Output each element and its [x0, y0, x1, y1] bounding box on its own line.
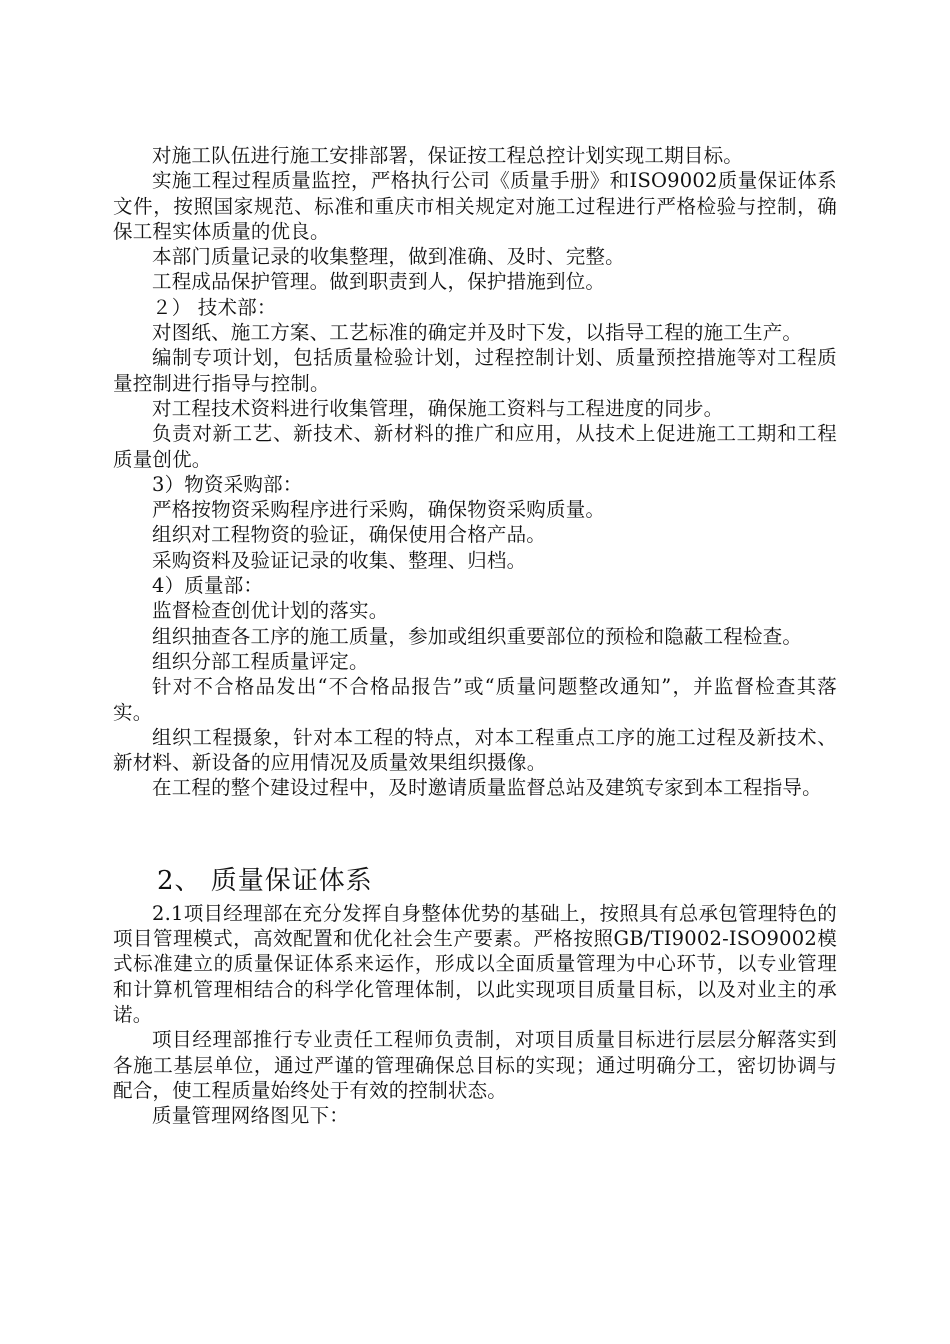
paragraph: 对工程技术资料进行收集管理，确保施工资料与工程进度的同步。	[152, 396, 724, 420]
subsection-label: ２） 技术部：	[152, 295, 277, 319]
paragraph: 对施工队伍进行施工安排部署，保证按工程总控计划实现工期目标。	[152, 144, 744, 167]
paragraph: 组织抽查各工序的施工质量，参加或组织重要部位的预检和隐蔽工程检查。	[152, 624, 803, 648]
section-heading: 2、 质量保证体系	[157, 865, 373, 896]
paragraph: 严格按物资采购程序进行采购，确保物资采购质量。	[152, 498, 606, 522]
paragraph: 监督检查创优计划的落实。	[152, 599, 389, 623]
paragraph: 组织分部工程质量评定。	[152, 649, 369, 673]
spacer	[113, 801, 837, 865]
paragraph: 组织工程摄象，针对本工程的特点，对本工程重点工序的施工过程及新技术、新材料、新设备的应用情况及质量效果组织摄像。	[113, 725, 837, 775]
paragraph: 质量管理网络图见下：	[152, 1104, 350, 1128]
subsection-label: 3）物资采购部：	[152, 472, 303, 496]
subsection-label: 4）质量部：	[152, 574, 264, 598]
paragraph: 实施工程过程质量监控，严格执行公司《质量手册》和ISO9002质量保证体系文件，按照国家规范、标准和重庆市相关规定对施工过程进行严格检验与控制，确保工程实体质量的优良。	[113, 169, 837, 243]
paragraph: 在工程的整个建设过程中，及时邀请质量监督总站及建筑专家到本工程指导。	[152, 776, 822, 800]
paragraph: 采购资料及验证记录的收集、整理、归档。	[152, 548, 527, 572]
paragraph: 编制专项计划，包括质量检验计划，过程控制计划、质量预控措施等对工程质量控制进行指导与控制。	[113, 346, 837, 395]
paragraph: 对图纸、施工方案、工艺标准的确定并及时下发，以指导工程的施工生产。	[152, 321, 803, 345]
document-body	[113, 143, 837, 1128]
paragraph: 针对不合格品发出“不合格品报告”或“质量问题整改通知”，并监督检查其落实。	[113, 675, 837, 724]
paragraph: 工程成品保护管理。做到职责到人，保护措施到位。	[152, 270, 606, 294]
paragraph: 2.1项目经理部在充分发挥自身整体优势的基础上，按照具有总承包管理特色的项目管理模式，高效配置和优化社会生产要素。严格按照GB/TI9002-ISO9002模式标准建立的质量保证体系来运作，形成以全面质量管理为中心环节，以专业管理和计算机管理相结合的科学化管理体制，以此实现项目质量目标，以及对业主的承诺。	[113, 901, 837, 1026]
paragraph: 负责对新工艺、新技术、新材料的推广和应用，从技术上促进施工工期和工程质量创优。	[113, 422, 837, 471]
paragraph: 项目经理部推行专业责任工程师负责制，对项目质量目标进行层层分解落实到各施工基层单位，通过严谨的管理确保总目标的实现；通过明确分工，密切协调与配合，使工程质量始终处于有效的控制状态。	[113, 1028, 837, 1102]
paragraph: 本部门质量记录的收集整理，做到准确、及时、完整。	[152, 245, 625, 269]
paragraph: 组织对工程物资的验证，确保使用合格产品。	[152, 523, 547, 547]
